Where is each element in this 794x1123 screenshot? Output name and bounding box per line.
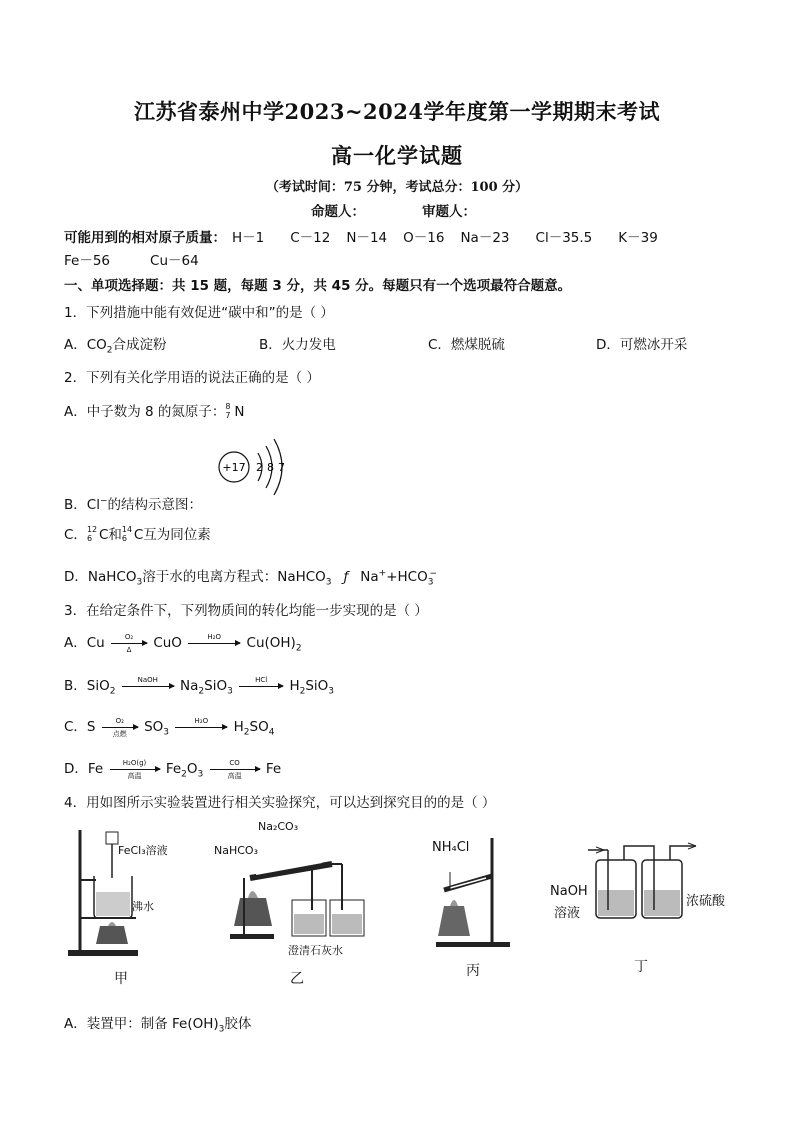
q3-d-p2: Fe	[165, 761, 182, 777]
limewater-label: 澄清石灰水	[288, 944, 343, 957]
q3-c-arrow-2	[175, 716, 227, 728]
q3-a-p3: Cu	[246, 635, 265, 651]
figure-ding-label: 丁	[634, 959, 648, 975]
q2-a-mass: 8	[225, 402, 231, 411]
q3-c-cond-1-bottom: 点燃	[112, 729, 127, 738]
figure-jia-label: 甲	[114, 971, 128, 987]
mass-h: H－1	[232, 230, 265, 246]
q2-d-hco: +HCO	[386, 569, 428, 585]
q2-c-mass-1: 12	[86, 525, 98, 534]
q3-b-p1-sub: 2	[109, 686, 116, 697]
q4-stem: 4．用如图所示实验装置进行相关实验探究，可以达到探究目的的是（ ）	[64, 795, 496, 811]
q3-b-p3: H	[289, 678, 300, 694]
q1-option-a[interactable]	[64, 333, 167, 356]
figure-yi-label: 乙	[290, 971, 304, 987]
shell-electrons-3: 7	[278, 461, 285, 474]
mass-fe: Fe－56	[64, 253, 111, 269]
q3-c-p3-sub: 2	[243, 727, 250, 738]
q3-b-p3b: SiO	[305, 678, 329, 694]
q3-a-cond-1-top: O₂	[124, 632, 134, 641]
q3-d-p1: D．Fe	[64, 761, 104, 777]
q3-b-p1: B．SiO	[64, 678, 110, 694]
q3-a-p1: A．Cu	[64, 635, 105, 651]
q4-a-post: 胶体	[224, 1016, 252, 1032]
q1-option-c[interactable]: C．燃煤脱硫	[428, 337, 505, 353]
exam-title: 江苏省泰州中学2023~2024学年度第一学期期末考试	[134, 99, 660, 124]
q2-d-plus: +	[378, 568, 387, 579]
q2-b-post: 的结构示意图：	[107, 497, 202, 513]
apparatus-yi-drawing	[212, 818, 382, 958]
q3-b-p2-sub2: 3	[227, 686, 233, 697]
q3-c-cond-2-top: H₂O	[194, 716, 209, 725]
q3-a-cond-1-bottom: Δ	[126, 645, 132, 654]
q2-a-text: A．中子数为 8 的氮原子：	[64, 404, 226, 420]
q2-b-text: B．Cl	[64, 497, 100, 513]
figure-ding	[548, 836, 738, 990]
q3-d-arrow-2	[210, 758, 260, 780]
q2-d-minus: −	[429, 568, 438, 579]
q2-d-sub-2: 3	[325, 577, 332, 588]
nucleus-charge: +17	[222, 461, 246, 474]
q2-b-sup: −	[99, 496, 108, 507]
q2-d-na: Na	[360, 569, 379, 585]
q3-b-arrow-2	[239, 675, 283, 687]
figure-yi	[212, 818, 382, 992]
figure-jia	[66, 822, 186, 992]
q2-d-mid: 溶于水的电离方程式：NaHCO	[142, 569, 326, 585]
q2-c-isotope-2	[122, 527, 134, 543]
q3-option-d[interactable]	[64, 757, 281, 780]
q3-b-cond-1-top: NaOH	[137, 675, 158, 684]
q3-c-p3b: SO	[249, 719, 269, 735]
q2-option-a[interactable]	[64, 400, 245, 420]
q3-b-arrow-1	[122, 675, 174, 687]
q3-d-p2b: O	[186, 761, 198, 777]
naoh-solution-label: 溶液	[554, 906, 581, 921]
q1-a-post: 合成淀粉	[112, 337, 167, 353]
fecl3-label: FeCl₃溶液	[118, 844, 168, 857]
q2-d-pre: D．NaHCO	[64, 569, 137, 585]
mass-c: C－12	[290, 230, 331, 246]
q2-stem: 2．下列有关化学用语的说法正确的是（ ）	[64, 370, 320, 386]
q3-c-p2-sub: 3	[163, 727, 170, 738]
q3-d-cond-1-bottom: 高温	[127, 771, 142, 780]
q1-stem: 1．下列措施中能有效促进“碳中和”的是（ ）	[64, 305, 334, 321]
q3-d-p2-sub: 2	[181, 769, 187, 780]
nahco3-label: NaHCO₃	[214, 844, 258, 857]
mass-cl: Cl－35.5	[535, 230, 593, 246]
mass-k: K－39	[618, 230, 658, 246]
exam-info: （考试时间：75 分钟，考试总分：100 分）	[265, 180, 529, 195]
q4-a-pre: A．装置甲：制备 Fe	[64, 1016, 188, 1032]
q3-c-cond-1-top: O₂	[115, 716, 124, 725]
q2-c-pre: C．	[64, 527, 87, 543]
q3-option-b[interactable]	[64, 674, 334, 697]
q3-option-c[interactable]	[64, 715, 274, 738]
q2-a-isotope	[225, 404, 234, 420]
q3-a-p2: CuO	[153, 635, 182, 651]
q2-c-mass-2: 14	[121, 525, 133, 534]
q3-b-p2-sub: 2	[198, 686, 205, 697]
q3-option-a[interactable]	[64, 631, 302, 654]
q2-c-isotope-1	[87, 527, 99, 543]
q3-b-p2b: SiO	[204, 678, 228, 694]
q3-c-p3: H	[233, 719, 244, 735]
q3-d-arrow-1	[110, 758, 160, 780]
q3-c-arrow-1	[102, 716, 138, 738]
atomic-masses-label: 可能用到的相对原子质量：	[64, 230, 226, 246]
q2-d-equilibrium-symbol: ƒ	[343, 569, 349, 585]
setter-label: 命题人：	[311, 204, 365, 220]
q3-c-p3-sub2: 4	[268, 727, 275, 738]
figure-bing	[426, 832, 526, 992]
q3-c-p1: C．S	[64, 719, 96, 735]
q1-a-text: A．CO	[64, 337, 107, 353]
q4-a-paren: (OH)	[187, 1016, 219, 1032]
q3-d-cond-1-top: H₂O(g)	[122, 758, 147, 767]
q1-option-d[interactable]: D．可燃冰开采	[596, 337, 688, 353]
mass-cu: Cu－64	[150, 253, 199, 269]
nh4cl-label: NH₄Cl	[432, 840, 470, 855]
q3-stem: 3．在给定条件下，下列物质间的转化均能一步实现的是（ ）	[64, 603, 428, 619]
figure-bing-label: 丙	[466, 963, 480, 979]
shell-electrons-2: 8	[267, 461, 274, 474]
naoh-label: NaOH	[550, 884, 588, 899]
atomic-masses-line1	[64, 226, 658, 246]
q3-a-p3-paren: (OH)	[264, 635, 296, 651]
q3-d-p2-sub2: 3	[197, 769, 204, 780]
q4-option-a[interactable]	[64, 1012, 251, 1035]
mass-na: Na－23	[460, 230, 510, 246]
q3-b-p2: Na	[180, 678, 199, 694]
atomic-masses-line2	[64, 249, 199, 269]
reviewer-label: 审题人：	[422, 204, 476, 220]
q4-a-sub: 3	[218, 1024, 225, 1035]
mass-o: O－16	[403, 230, 445, 246]
q3-a-arrow-1	[111, 632, 147, 654]
cl-ion-structure-diagram	[212, 437, 308, 501]
q2-c-z-1: 6	[86, 534, 93, 543]
q3-d-cond-2-bottom: 高温	[227, 771, 242, 780]
q2-c-element-2: C互为同位素	[133, 527, 211, 543]
q3-a-p3-sub: 2	[295, 643, 302, 654]
q3-b-p3-sub2: 3	[328, 686, 335, 697]
mass-n: N－14	[346, 230, 388, 246]
q1-a-sub: 2	[106, 345, 113, 356]
q2-c-z-2: 6	[121, 534, 127, 543]
q2-option-b[interactable]	[64, 493, 202, 513]
q2-d-sub-3: 3	[427, 577, 434, 588]
q2-a-z: 7	[225, 411, 231, 420]
q1-option-b[interactable]: B．火力发电	[259, 337, 336, 353]
q2-c-element-1: C和	[98, 527, 122, 543]
shell-electrons-1: 2	[256, 461, 263, 474]
q3-c-p2: SO	[144, 719, 164, 735]
q2-option-c[interactable]	[64, 523, 211, 543]
q3-d-p3: Fe	[265, 761, 282, 777]
exam-subtitle: 高一化学试题	[331, 143, 463, 168]
q3-b-p3-sub: 2	[299, 686, 306, 697]
na2co3-label: Na₂CO₃	[258, 820, 299, 833]
conc-sulfuric-acid-label: 浓硫酸	[686, 894, 726, 909]
q3-a-cond-2-top: H₂O	[207, 632, 222, 641]
q2-option-d[interactable]	[64, 565, 437, 588]
q3-d-cond-2-top: CO	[229, 758, 240, 767]
boiling-water-label: 沸水	[132, 900, 154, 913]
section-heading: 一、单项选择题：共 15 题，每题 3 分，共 45 分。每题只有一个选项最符合题意。	[64, 278, 572, 294]
q2-a-element: N	[234, 404, 245, 420]
q2-d-sub-1: 3	[136, 577, 143, 588]
q3-b-cond-2-top: HCl	[255, 675, 268, 684]
q3-a-arrow-2	[188, 632, 240, 644]
